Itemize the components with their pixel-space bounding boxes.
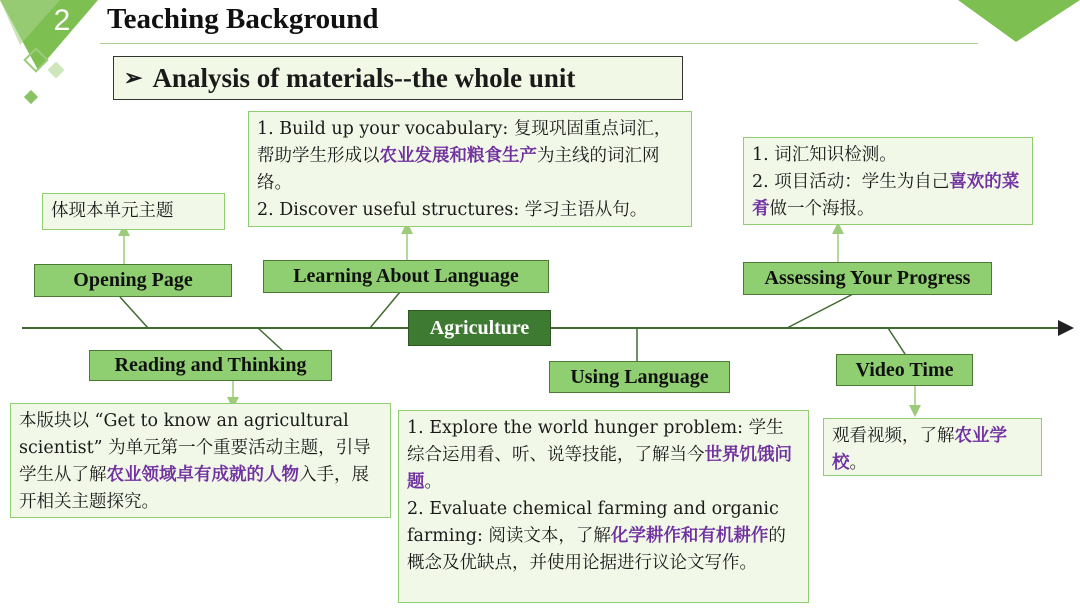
desc-using-line1 (407, 415, 800, 496)
node-video-time: Video Time (836, 354, 973, 386)
desc-assessing-line2 (752, 169, 1024, 223)
desc-using-line2-highlight: 化学耕作和有机耕作 (610, 526, 769, 546)
desc-learning-line1-tail: 为主线的词汇网络。 (257, 146, 660, 193)
desc-assessing-line1: 1. 词汇知识检测。 (752, 145, 897, 165)
desc-opening-page (42, 193, 225, 230)
desc-using-language (398, 410, 809, 603)
desc-video-time (823, 418, 1042, 476)
desc-learning-line1-highlight: 农业发展和粮食生产 (379, 146, 537, 166)
node-opening-page: Opening Page (34, 264, 232, 297)
desc-reading-highlight: 农业领域卓有成就的人物 (106, 465, 299, 485)
node-learning-about-language: Learning About Language (263, 260, 549, 293)
desc-reading-tail: 入手，展开相关主题探究。 (19, 465, 369, 512)
desc-reading-text-main: 本版块以 “Get to know an agricultural scientist” 为单元第一个重要活动主题，引导学生从了解 (19, 411, 371, 485)
desc-video-highlight: 农业学校 (832, 426, 1007, 473)
desc-using-line2-tail: 的概念及优缺点，并使用论据进行议论文写作。 (407, 526, 786, 573)
slide-title: Teaching Background (107, 3, 379, 35)
node-reading-and-thinking: Reading and Thinking (89, 350, 332, 381)
desc-reading-text (19, 408, 382, 516)
desc-assessing-your-progress (743, 137, 1033, 225)
desc-reading-and-thinking (10, 403, 391, 518)
desc-video-text (832, 423, 1033, 477)
slide-number: 2 (53, 4, 71, 37)
node-using-language: Using Language (549, 361, 730, 393)
desc-opening-page-text: 体现本单元主题 (51, 201, 174, 221)
desc-learning-line2: 2. Discover useful structures: 学习主语从句。 (257, 200, 648, 220)
desc-learning-line1 (257, 116, 683, 197)
desc-learning-about-language (248, 111, 692, 227)
desc-using-line2-text: 2. Evaluate chemical farming and organic farming: 阅读文本，了解 (407, 499, 779, 546)
desc-using-line1-highlight: 世界饥饿问题 (407, 445, 792, 492)
desc-video-tail: 。 (849, 453, 867, 473)
desc-using-line1-text: 1. Explore the world hunger problem: 学生综合运用看、听、说等技能，了解当今 (407, 418, 784, 465)
desc-using-line2 (407, 496, 800, 577)
desc-video-text-main: 观看视频，了解 (832, 426, 955, 446)
desc-assessing-line2-highlight: 喜欢的菜肴 (752, 172, 1020, 219)
subtitle-text: Analysis of materials--the whole unit (152, 62, 576, 93)
bullet-arrow-icon: ➢ (124, 65, 143, 90)
desc-assessing-line2-text: 2. 项目活动：学生为自己 (752, 172, 950, 192)
desc-assessing-line2-tail: 做一个海报。 (769, 199, 875, 219)
desc-using-line1-tail: 。 (424, 472, 442, 492)
center-topic-agriculture: Agriculture (408, 310, 551, 346)
node-assessing-your-progress: Assessing Your Progress (743, 262, 992, 295)
desc-learning-line1-text: 1. Build up your vocabulary: 复现巩固重点词汇，帮助学生形成以 (257, 119, 672, 166)
